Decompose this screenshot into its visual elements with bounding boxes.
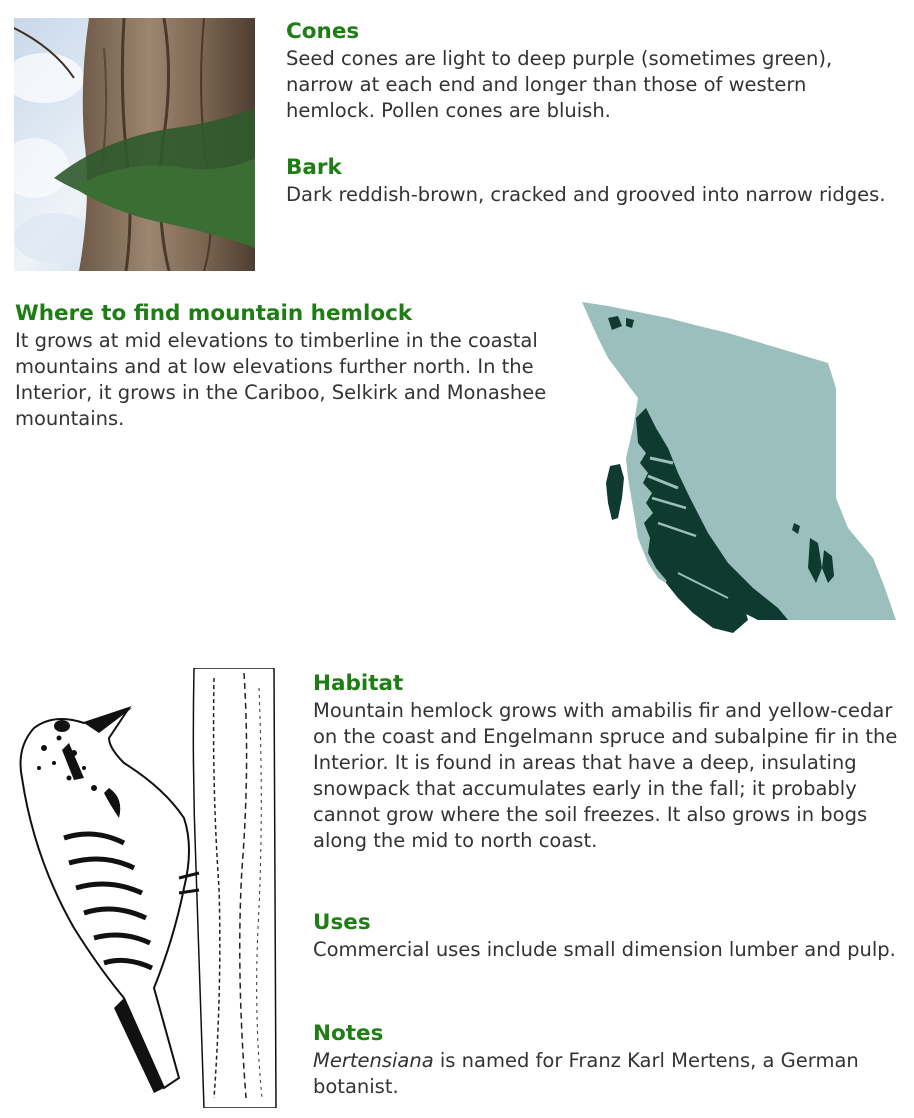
cones-section	[286, 18, 886, 124]
notes-section	[313, 1020, 903, 1100]
woodpecker-illustration	[14, 668, 282, 1108]
bark-heading: Bark	[286, 155, 342, 180]
notes-body: is named for Franz Karl Mertens, a German botanist.	[313, 1049, 859, 1098]
habitat-text: Mountain hemlock grows with amabilis fir and yellow-cedar on the coast and Engelmann spruce and subalpine fir in the Interior. It is found in areas that have a deep, insulating snowpack that accumulates early in the fall; it probably cannot grow where the soil freezes. It also grows in bogs along the mid to north coast.	[313, 699, 898, 852]
habitat-heading: Habitat	[313, 671, 404, 696]
where-section	[15, 300, 555, 432]
bark-text: Dark reddish-brown, cracked and grooved into narrow ridges.	[286, 183, 886, 206]
where-heading: Where to find mountain hemlock	[15, 301, 413, 326]
notes-heading: Notes	[313, 1021, 384, 1046]
woodpecker-image	[14, 668, 282, 1108]
uses-text: Commercial uses include small dimension lumber and pulp.	[313, 938, 896, 961]
uses-heading: Uses	[313, 910, 371, 935]
notes-italic-term: Mertensiana	[313, 1049, 434, 1072]
where-text: It grows at mid elevations to timberline in the coastal mountains and at low elevations further north. In the Interior, it grows in the Cariboo, Selkirk and Monashee mountains.	[15, 329, 547, 430]
range-map-image	[578, 298, 900, 640]
bark-photo	[14, 18, 255, 271]
uses-section	[313, 909, 903, 963]
habitat-section	[313, 670, 903, 854]
range-map	[578, 298, 900, 640]
bark-photo-image	[14, 18, 255, 271]
bark-section	[286, 154, 886, 208]
notes-text	[313, 1048, 903, 1100]
cones-text: Seed cones are light to deep purple (sometimes green), narrow at each end and longer than those of western hemlock. Pollen cones are bluish.	[286, 47, 833, 122]
cones-heading: Cones	[286, 19, 360, 44]
